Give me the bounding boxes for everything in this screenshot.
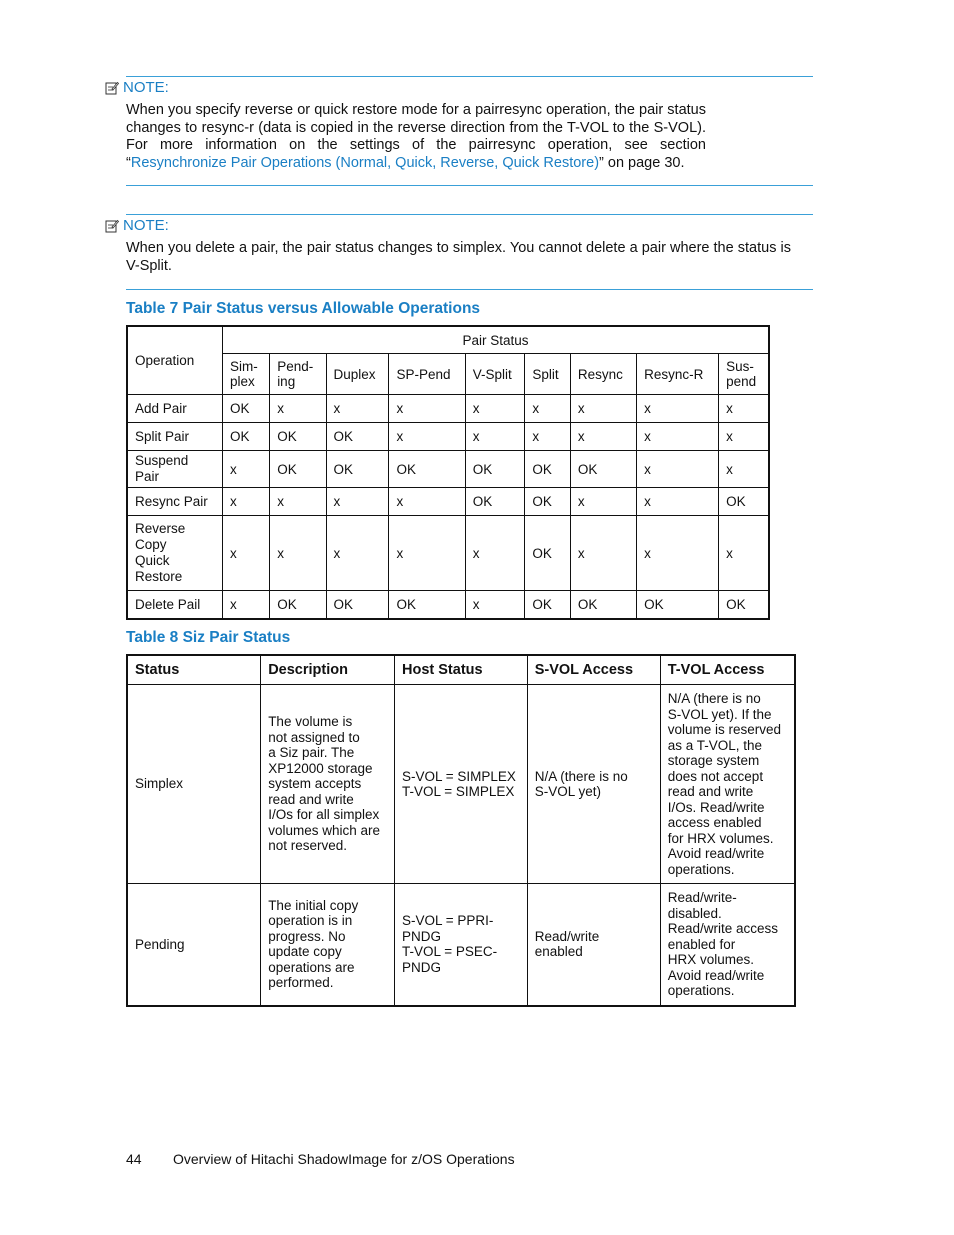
table-cell: Read/write- disabled. Read/write access enabled for HRX volumes. Avoid read/write operations.: [660, 884, 795, 1006]
status-cell: x: [465, 423, 525, 451]
resync-section-link[interactable]: Resynchronize Pair Operations (Normal, Quick, Reverse, Quick Restore): [130, 154, 600, 171]
column-header: Status: [127, 655, 261, 685]
status-cell: OK: [465, 488, 525, 516]
note-2-heading: [105, 217, 169, 234]
status-cell: x: [389, 395, 465, 423]
status-cell: x: [465, 395, 525, 423]
status-header: V-Split: [465, 354, 525, 395]
status-cell: OK: [389, 591, 465, 620]
status-cell: x: [465, 516, 525, 591]
pair-status-group-header: Pair Status: [223, 326, 770, 354]
table-row: [127, 395, 769, 423]
table-cell: N/A (there is no S-VOL yet). If the volume is reserved as a T-VOL, the storage system does not accept read and write I/Os. Read/write access enabled for HRX volumes. Avoid read/write operations.: [660, 685, 795, 884]
status-header: Resync: [570, 354, 636, 395]
status-cell: x: [270, 395, 326, 423]
status-cell: OK: [570, 591, 636, 620]
note-1-body: [126, 102, 706, 172]
status-cell: x: [525, 395, 571, 423]
note-2-label: NOTE:: [123, 217, 169, 234]
status-cell: x: [389, 423, 465, 451]
status-cell: x: [637, 423, 719, 451]
status-cell: OK: [326, 451, 389, 488]
status-cell: x: [570, 395, 636, 423]
status-cell: x: [270, 516, 326, 591]
column-header: T-VOL Access: [660, 655, 795, 685]
status-cell: x: [223, 591, 270, 620]
table-cell: Simplex: [127, 685, 261, 884]
table-cell: S-VOL = PPRI-PNDG T-VOL = PSEC- PNDG: [395, 884, 528, 1006]
footer-title: Overview of Hitachi ShadowImage for z/OS Operations: [173, 1151, 515, 1167]
status-cell: OK: [223, 423, 270, 451]
status-cell: OK: [637, 591, 719, 620]
note-1-bottom-rule: [126, 185, 813, 186]
status-cell: OK: [270, 591, 326, 620]
table-cell: The initial copy operation is in progress. No update copy operations are performed.: [261, 884, 395, 1006]
status-cell: x: [719, 395, 769, 423]
note-2-body: When you delete a pair, the pair status changes to simplex. You cannot delete a pair where the status is V-Split.: [126, 240, 791, 274]
status-cell: x: [389, 516, 465, 591]
note-pencil-icon: [105, 219, 119, 233]
column-header: Host Status: [395, 655, 528, 685]
table-row: [127, 488, 769, 516]
status-cell: OK: [389, 451, 465, 488]
status-cell: OK: [525, 488, 571, 516]
note-2-top-rule: [126, 214, 813, 215]
status-header: Sim- plex: [223, 354, 270, 395]
status-cell: x: [719, 451, 769, 488]
status-cell: OK: [270, 423, 326, 451]
status-cell: x: [525, 423, 571, 451]
status-cell: OK: [525, 591, 571, 620]
note-1-heading: [105, 79, 169, 96]
table-cell: Read/write enabled: [527, 884, 660, 1006]
table-row: [127, 423, 769, 451]
status-cell: OK: [719, 488, 769, 516]
operation-cell: Split Pair: [127, 423, 223, 451]
status-cell: x: [326, 395, 389, 423]
status-cell: x: [637, 395, 719, 423]
table-cell: Pending: [127, 884, 261, 1006]
status-cell: x: [637, 451, 719, 488]
pair-status-table: [126, 325, 770, 620]
status-header: Resync-R: [637, 354, 719, 395]
table-cell: S-VOL = SIMPLEX T-VOL = SIMPLEX: [395, 685, 528, 884]
table-8-caption: Table 8 Siz Pair Status: [126, 629, 291, 646]
column-header: S-VOL Access: [527, 655, 660, 685]
status-header: Split: [525, 354, 571, 395]
status-cell: x: [719, 516, 769, 591]
operation-cell: Suspend Pair: [127, 451, 223, 488]
note-1-after: ” on page 30.: [599, 154, 685, 171]
page-number: 44: [126, 1151, 142, 1167]
status-cell: x: [570, 423, 636, 451]
column-header: Description: [261, 655, 395, 685]
status-cell: OK: [326, 591, 389, 620]
status-cell: OK: [525, 516, 571, 591]
status-cell: x: [637, 516, 719, 591]
operation-header: Operation: [127, 326, 223, 395]
table-7-header-row: [127, 326, 769, 354]
status-cell: x: [570, 488, 636, 516]
note-1-top-rule: [126, 76, 813, 77]
status-cell: OK: [223, 395, 270, 423]
status-cell: x: [570, 516, 636, 591]
operation-cell: Reverse Copy Quick Restore: [127, 516, 223, 591]
status-cell: x: [719, 423, 769, 451]
status-header: Duplex: [326, 354, 389, 395]
table-row: [127, 451, 769, 488]
status-cell: x: [389, 488, 465, 516]
table-cell: The volume is not assigned to a Siz pair. The XP12000 storage system accepts read and write I/Os for all simplex volumes which are not reserved.: [261, 685, 395, 884]
status-cell: x: [465, 591, 525, 620]
status-cell: OK: [719, 591, 769, 620]
status-cell: x: [326, 488, 389, 516]
status-header: SP-Pend: [389, 354, 465, 395]
status-header: Sus- pend: [719, 354, 769, 395]
status-cell: x: [270, 488, 326, 516]
status-cell: OK: [465, 451, 525, 488]
status-header: Pend- ing: [270, 354, 326, 395]
siz-pair-status-table: [126, 654, 796, 1007]
table-8-header-row: [127, 655, 795, 685]
status-cell: x: [637, 488, 719, 516]
note-1-label: NOTE:: [123, 79, 169, 96]
status-cell: OK: [270, 451, 326, 488]
table-7-status-row: [127, 354, 769, 395]
table-7-caption: Table 7 Pair Status versus Allowable Operations: [126, 300, 481, 317]
status-cell: OK: [570, 451, 636, 488]
note-pencil-icon: [105, 81, 119, 95]
status-cell: OK: [326, 423, 389, 451]
note-2-bottom-rule: [126, 289, 813, 290]
operation-cell: Resync Pair: [127, 488, 223, 516]
operation-cell: Delete Pail: [127, 591, 223, 620]
table-cell: N/A (there is no S-VOL yet): [527, 685, 660, 884]
table-row: [127, 516, 769, 591]
status-cell: x: [326, 516, 389, 591]
table-row: [127, 685, 795, 884]
status-cell: x: [223, 451, 270, 488]
status-cell: x: [223, 488, 270, 516]
note-1-text: When you specify reverse or quick restore mode for a pairresync operation, the pair status changes to resync-r (data is copied in the reverse direction from the T-VOL to the S-VOL). For more information on the settings of the pairresync operation, see section “: [126, 102, 706, 171]
status-cell: OK: [525, 451, 571, 488]
status-cell: x: [223, 516, 270, 591]
operation-cell: Add Pair: [127, 395, 223, 423]
table-row: [127, 884, 795, 1006]
table-row: [127, 591, 769, 620]
